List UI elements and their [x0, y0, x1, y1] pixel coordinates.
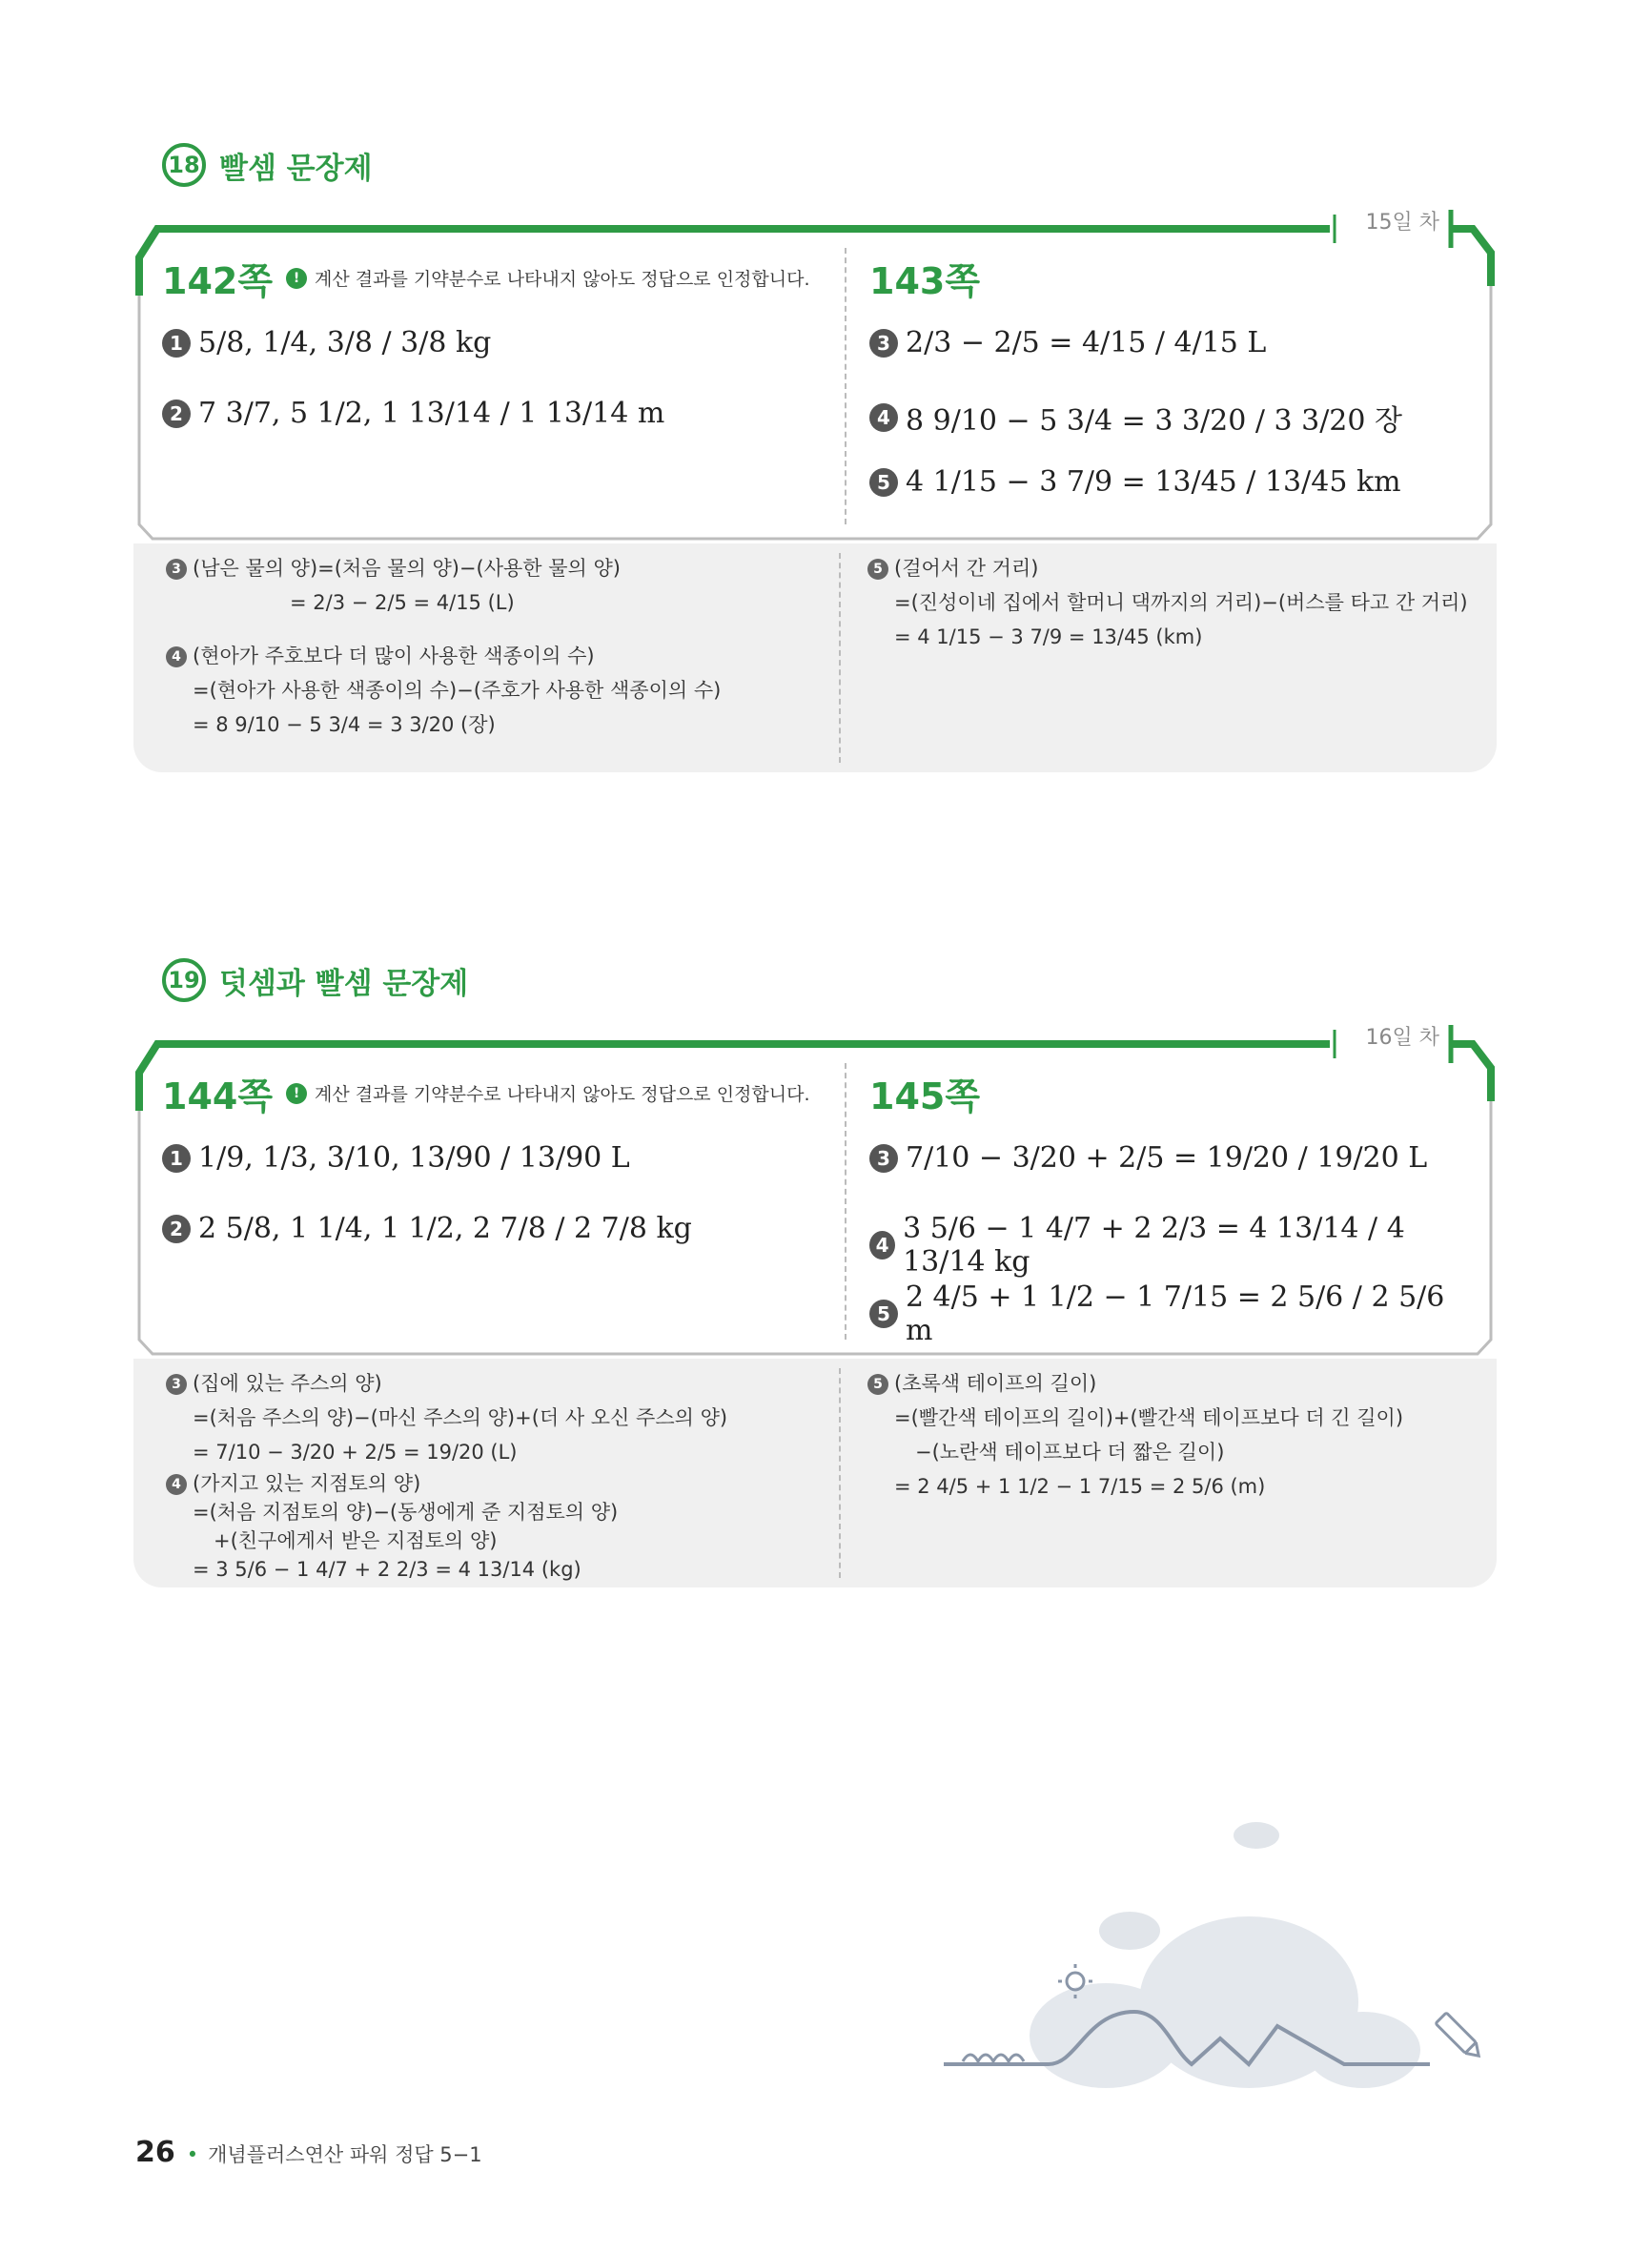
answer-3 — [869, 1141, 1427, 1175]
answer-3 — [869, 326, 1266, 359]
page-footer — [135, 2136, 482, 2169]
day-label: 15일 차 — [1365, 211, 1439, 235]
page-number: 26 — [135, 2136, 175, 2169]
answer-number: 4 — [869, 403, 898, 432]
answer-number: 4 — [869, 1231, 895, 1260]
page-title: 145쪽 — [869, 1075, 981, 1117]
explanation-5: 5 (초록색 테이프의 길이) =(빨간색 테이프의 길이)+(빨간색 테이프보다 더 긴 길이) −(노란색 테이프보다 더 짧은 길이) = 2 4/5 + 1 1/2 − 1 7/15 = 2 5/6 (m) — [867, 1366, 1403, 1504]
explanations-panel — [133, 543, 1497, 772]
note: ! 계산 결과를 기약분수로 나타내지 않아도 정답으로 인정합니다. — [286, 265, 809, 291]
explanation-number: 5 — [867, 559, 888, 580]
answer-text: 1/9, 1/3, 3/10, 13/90 / 13/90 L — [198, 1141, 630, 1175]
bullet-icon: • — [186, 2143, 199, 2166]
small-cloud-icon — [1234, 1822, 1279, 1849]
answer-text: 3 5/6 − 1 4/7 + 2 2/3 = 4 13/14 / 4 13/14 kg — [903, 1212, 1405, 1279]
explanation-number: 3 — [166, 1374, 187, 1395]
answer-1 — [162, 1141, 630, 1175]
answer-number: 2 — [162, 1215, 191, 1243]
answer-number: 5 — [869, 468, 898, 497]
column-divider — [839, 1368, 841, 1578]
grass-line — [963, 2055, 1024, 2061]
answers-area — [139, 248, 1487, 534]
section-19 — [133, 958, 1497, 1597]
answer-text: 2 4/5 + 1 1/2 − 1 7/15 = 2 5/6 / 2 5/6 m — [905, 1280, 1445, 1347]
explanation-5: 5 (걸어서 간 거리) =(진성이네 집에서 할머니 댁까지의 거리)−(버스를 타고 간 거리) = 4 1/15 − 3 7/9 = 13/45 (km) — [867, 551, 1468, 654]
answer-2 — [162, 397, 664, 430]
answer-frame — [133, 1025, 1497, 1587]
answer-text: 2 5/8, 1 1/4, 1 1/2, 2 7/8 / 2 7/8 kg — [198, 1212, 692, 1245]
explanation-4: 4 (현아가 주호보다 더 많이 사용한 색종이의 수) =(현아가 사용한 색종이의 수)−(주호가 사용한 색종이의 수) = 8 9/10 − 5 3/4 = 3 3/20 (장) — [166, 639, 721, 742]
explanation-3: 3 (집에 있는 주스의 양) =(처음 주스의 양)−(마신 주스의 양)+(더 사 오신 주스의 양) = 7/10 − 3/20 + 2/5 = 19/20 (L) — [166, 1366, 727, 1469]
explanation-4: 4 (가지고 있는 지점토의 양) =(처음 지점토의 양)−(동생에게 준 지점토의 양) +(친구에게서 받은 지점토의 양) = 3 5/6 − 1 4/7 + 2 2/3 = 4 13/14 (kg) — [166, 1469, 618, 1584]
answer-number: 5 — [869, 1300, 898, 1328]
page-144-column — [162, 1063, 867, 1349]
section-header — [162, 143, 373, 187]
answer-text: 7/10 − 3/20 + 2/5 = 19/20 / 19/20 L — [906, 1141, 1428, 1175]
column-divider — [845, 1063, 846, 1340]
answer-text: 8 9/10 − 5 3/4 = 3 3/20 / 3 3/20 장 — [906, 404, 1402, 438]
landscape-illustration — [934, 1812, 1506, 2098]
answer-1 — [162, 326, 491, 359]
page-142-column — [162, 248, 867, 534]
answer-4 — [869, 397, 1402, 439]
section-18 — [133, 143, 1497, 782]
footer-text: 개념플러스연산 파워 정답 5−1 — [208, 2143, 482, 2166]
pencil-icon — [1436, 2013, 1484, 2061]
answer-4 — [869, 1212, 1479, 1279]
section-title: 빨셈 문장제 — [219, 151, 373, 186]
answer-number: 1 — [162, 1144, 191, 1173]
explanation-number: 5 — [867, 1374, 888, 1395]
answer-text: 7 3/7, 5 1/2, 1 13/14 / 1 13/14 m — [198, 397, 665, 430]
info-icon: ! — [286, 1083, 307, 1104]
answer-number: 2 — [162, 399, 191, 428]
note: ! 계산 결과를 기약분수로 나타내지 않아도 정답으로 인정합니다. — [286, 1080, 809, 1106]
answer-text: 2/3 − 2/5 = 4/15 / 4/15 L — [906, 326, 1267, 359]
explanation-number: 4 — [166, 1474, 187, 1495]
info-icon: ! — [286, 268, 307, 289]
answer-number: 1 — [162, 329, 191, 358]
answer-text: 5/8, 1/4, 3/8 / 3/8 kg — [198, 326, 492, 359]
answer-2 — [162, 1212, 692, 1245]
answer-text: 4 1/15 − 3 7/9 = 13/45 / 13/45 km — [906, 465, 1401, 499]
page-143-column — [869, 248, 1479, 534]
answer-number: 3 — [869, 1144, 898, 1173]
answer-5 — [869, 465, 1401, 499]
explanation-number: 4 — [166, 646, 187, 667]
answers-area — [139, 1063, 1487, 1349]
answer-frame — [133, 210, 1497, 772]
column-divider — [845, 248, 846, 524]
section-number: 19 — [162, 958, 206, 1002]
section-title: 덧셈과 빨셈 문장제 — [219, 966, 469, 1001]
page-145-column — [869, 1063, 1479, 1349]
answer-number: 3 — [869, 329, 898, 358]
section-header — [162, 958, 468, 1002]
explanations-panel — [133, 1359, 1497, 1587]
section-number: 18 — [162, 143, 206, 187]
page-title: 142쪽 — [162, 260, 274, 302]
page-title: 144쪽 — [162, 1075, 274, 1117]
column-divider — [839, 553, 841, 763]
explanation-number: 3 — [166, 559, 187, 580]
day-label: 16일 차 — [1365, 1026, 1439, 1050]
cloud-icon — [1099, 1912, 1160, 1950]
answer-5 — [869, 1280, 1479, 1347]
page-title: 143쪽 — [869, 260, 981, 302]
explanation-3: 3 (남은 물의 양)=(처음 물의 양)−(사용한 물의 양) = 2/3 − 2/5 = 4/15 (L) — [166, 551, 621, 620]
